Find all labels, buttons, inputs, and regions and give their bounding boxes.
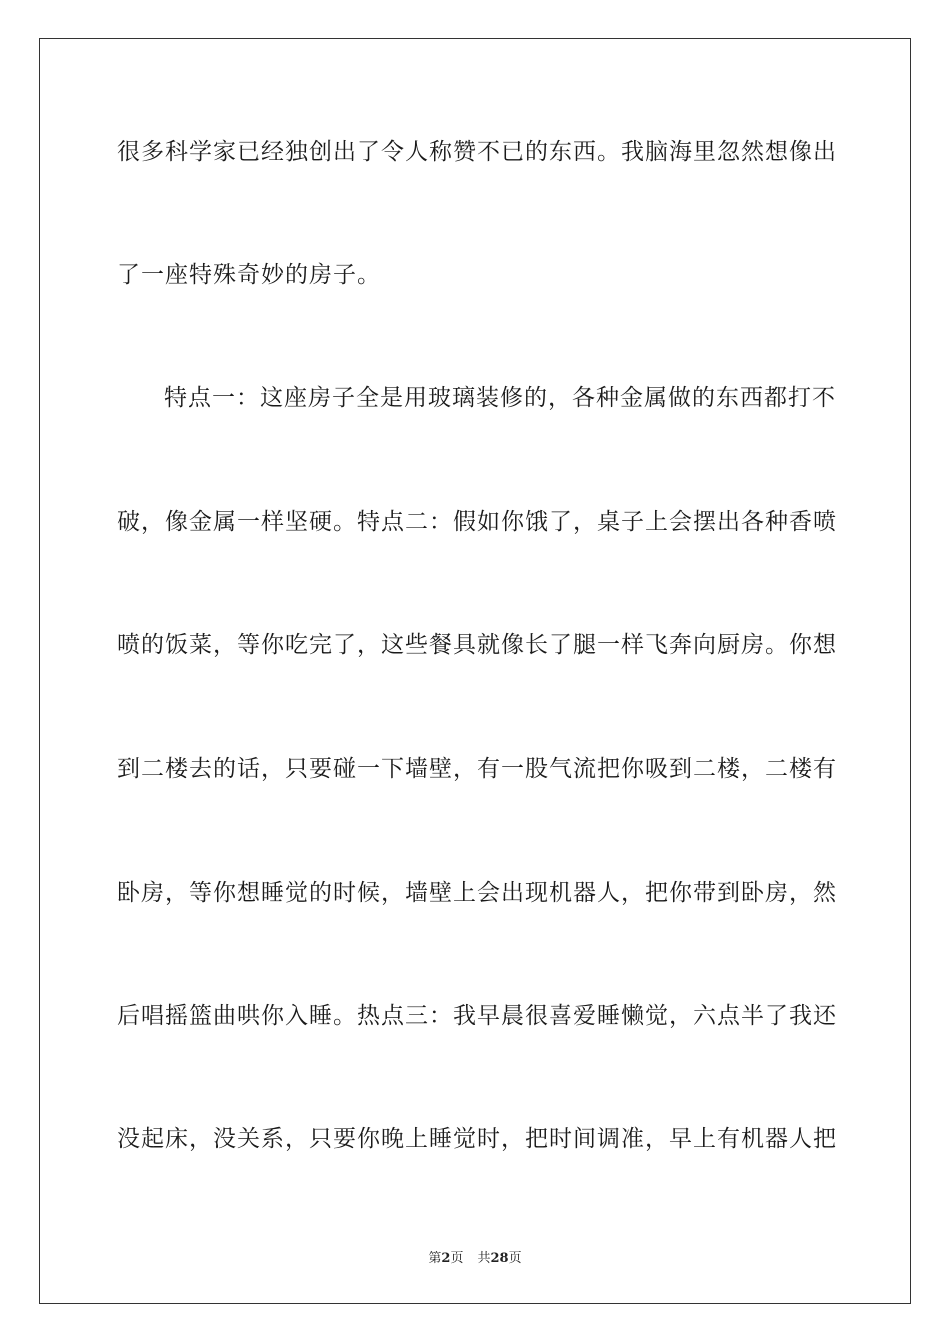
page-number: 2: [441, 1251, 451, 1266]
total-pages: 28: [490, 1251, 509, 1266]
text-line-3: 特点一：这座房子全是用玻璃装修的，各种金属做的东西都打不: [164, 385, 836, 411]
text-line-9: 没起床，没关系，只要你晚上睡觉时，把时间调准，早上有机器人把: [117, 1126, 837, 1152]
total-suffix: 页: [508, 1251, 522, 1266]
page-prefix: 第: [428, 1251, 442, 1266]
text-line-5: 喷的饭菜，等你吃完了，这些餐具就像长了腿一样飞奔向厨房。你想: [117, 632, 837, 658]
text-line-6: 到二楼去的话，只要碰一下墙壁，有一股气流把你吸到二楼，二楼有: [117, 756, 837, 782]
text-line-4: 破，像金属一样坚硬。特点二：假如你饿了，桌子上会摆出各种香喷: [117, 509, 837, 535]
page-border: [39, 38, 911, 1304]
text-line-2: 了一座特殊奇妙的房子。: [117, 262, 381, 288]
text-line-7: 卧房，等你想睡觉的时候，墙壁上会出现机器人，把你带到卧房，然: [117, 880, 837, 906]
total-prefix: 共: [477, 1251, 491, 1266]
text-line-1: 很多科学家已经独创出了令人称赞不已的东西。我脑海里忽然想像出: [117, 139, 837, 165]
page-footer: [0, 1247, 950, 1266]
page-suffix: 页: [450, 1251, 464, 1266]
text-line-8: 后唱摇篮曲哄你入睡。热点三：我早晨很喜爱睡懒觉，六点半了我还: [117, 1003, 837, 1029]
